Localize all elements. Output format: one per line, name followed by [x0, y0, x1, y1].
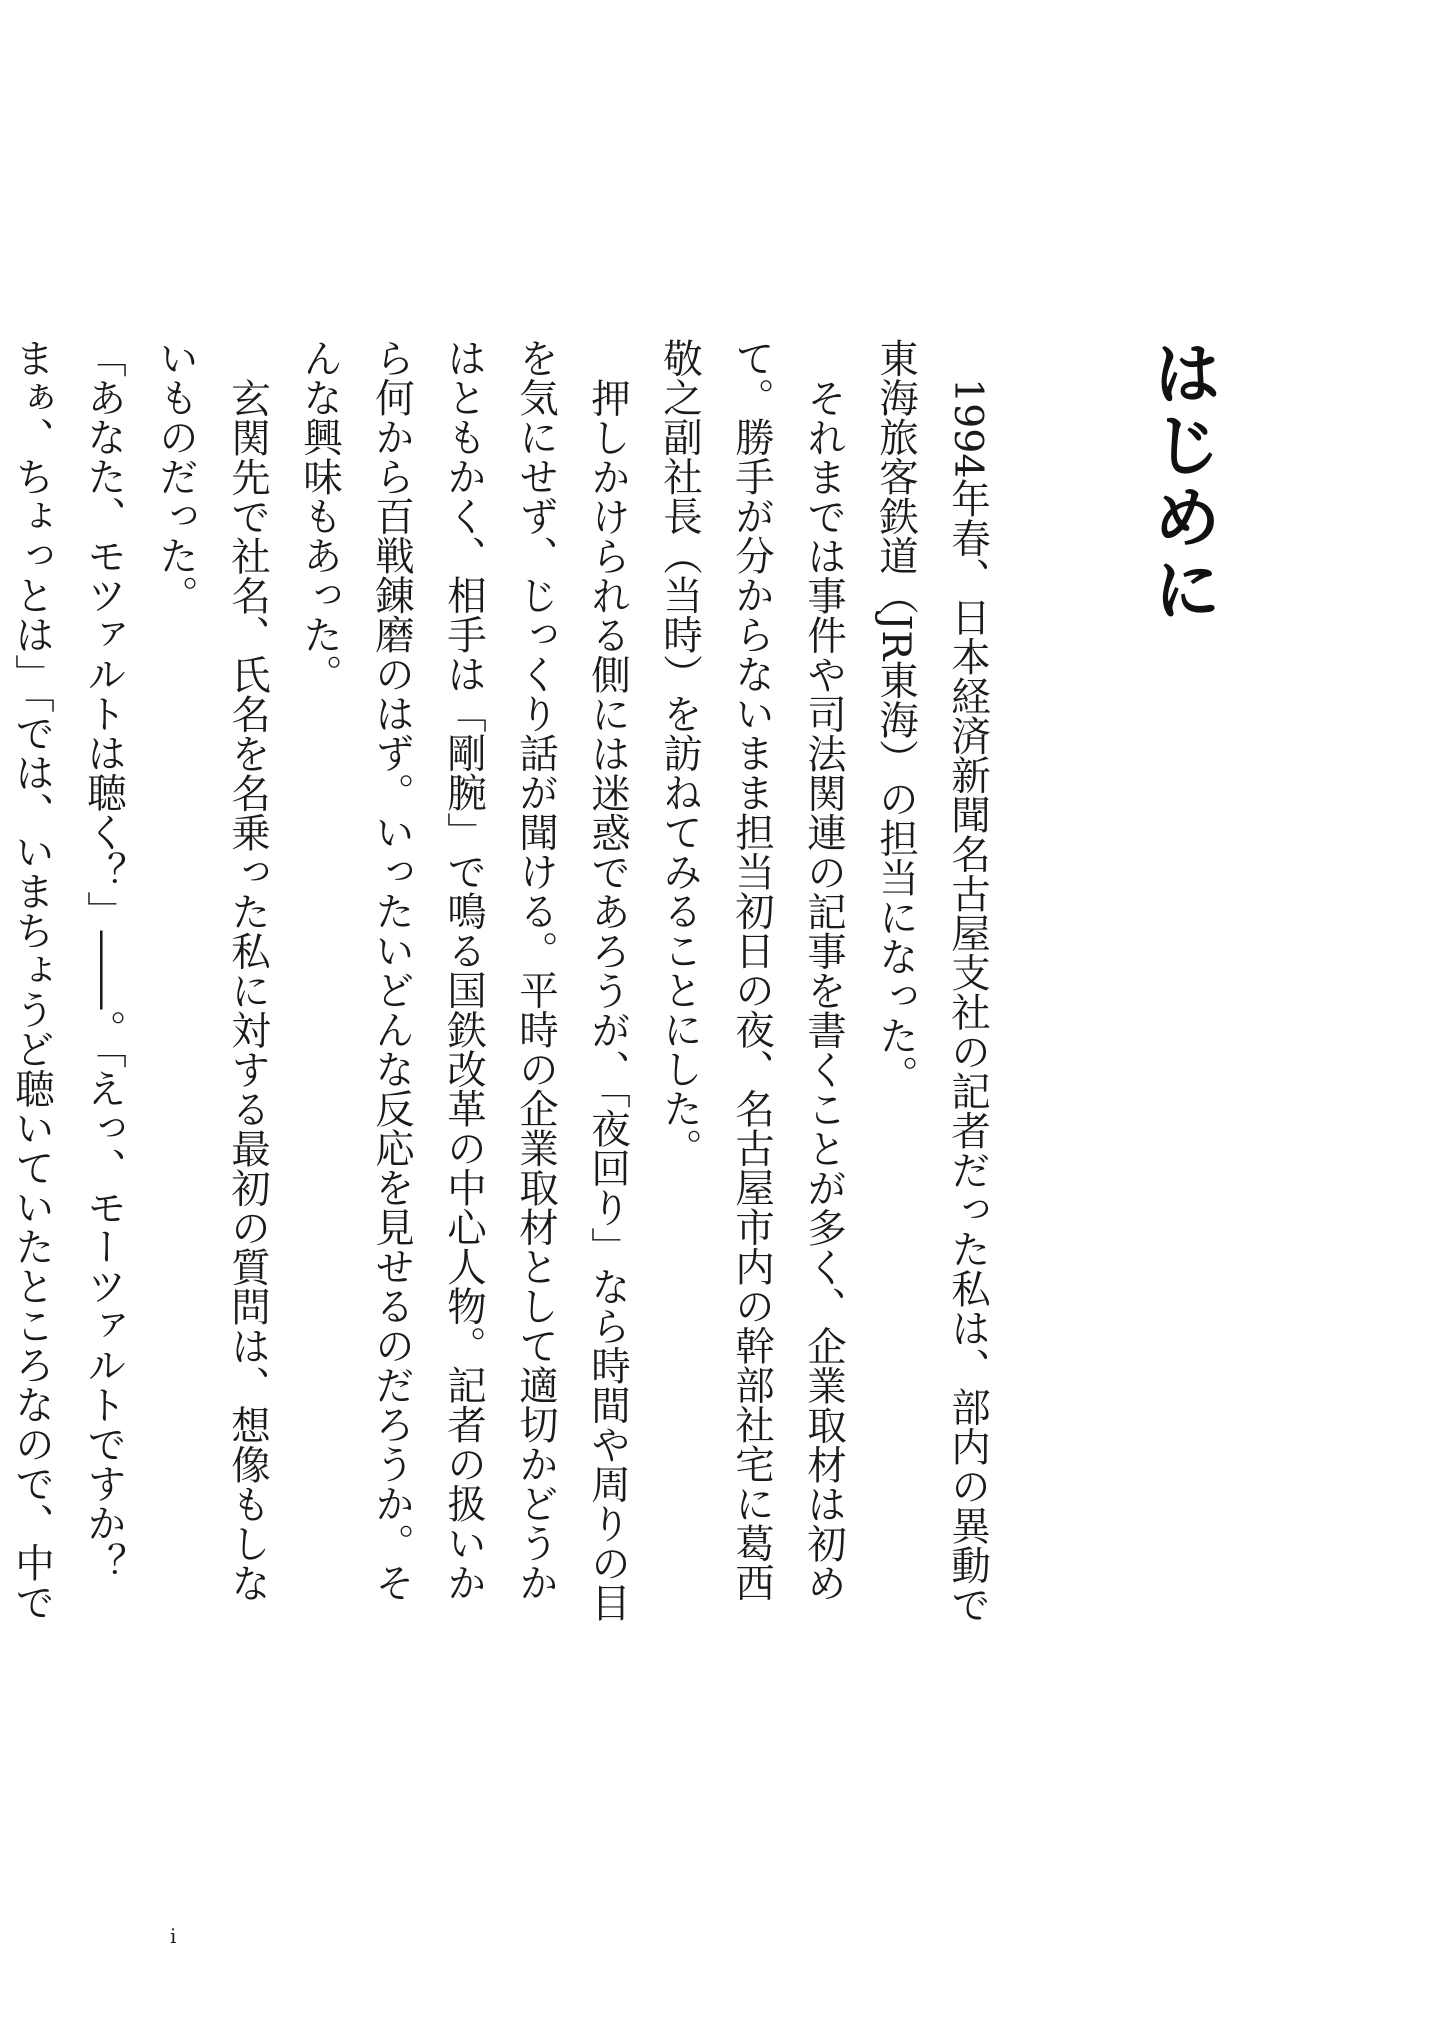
page-number: i	[170, 1924, 177, 1948]
paragraph: 「あなた、モツァルトは聴く？」――。「えっ、モーツァルトですか？ まぁ、ちょっとは」「では、いまちょうど聴いていたところなので、中で	[9, 338, 127, 1622]
paragraph: それまでは事件や司法関連の記事を書くことが多く、企業取材は初めて。勝手が分からないまま担当初日の夜、名古屋市内の幹部社宅に葛西敬之副社長（当時）を訪ねてみることにした。	[657, 338, 847, 1602]
paragraph: 玄関先で社名、氏名を名乗った私に対する最初の質問は、想像もしないものだった。	[153, 338, 271, 1602]
paragraph: 1994年春、日本経済新聞名古屋支社の記者だった私は、部内の異動で東海旅客鉄道（JR東海）の担当になった。	[873, 338, 991, 1624]
body-text	[0, 338, 1004, 1624]
paragraph: 押しかけられる側には迷惑であろうが、「夜回り」なら時間や周りの目を気にせず、じっくり話が聞ける。平時の企業取材として適切かどうかはともかく、相手は「剛腕」で鳴る国鉄改革の中心人物。記者の扱いから何から百戦錬磨のはず。いったいどんな反応を見せるのだろうか。そんな興味もあった。	[297, 338, 631, 1622]
chapter-title: はじめに	[1142, 338, 1222, 626]
